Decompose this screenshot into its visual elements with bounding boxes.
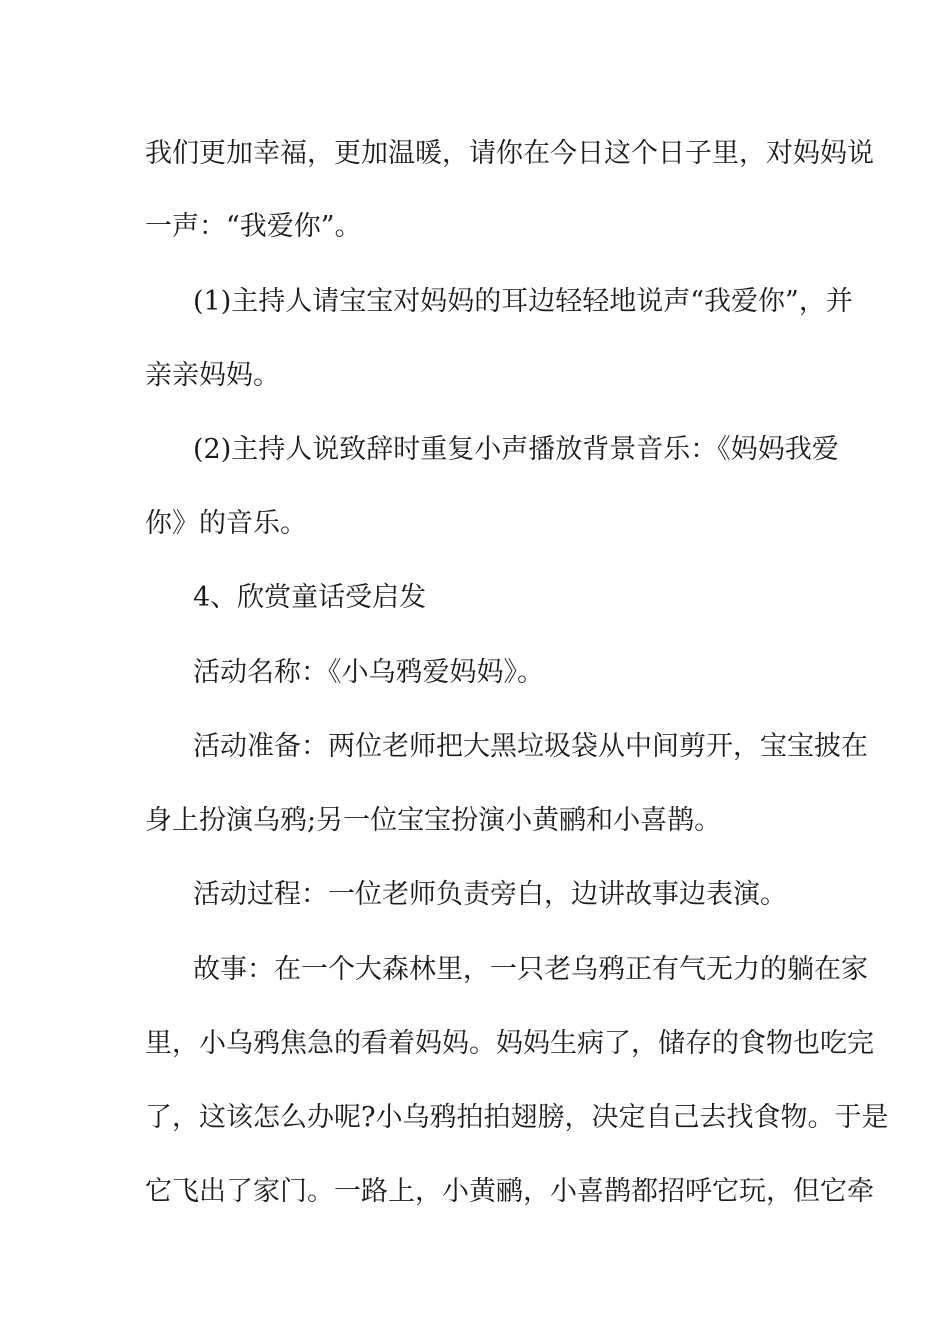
text-line-8: 活动名称：《小乌鸦爱妈妈》。	[193, 657, 544, 688]
text-line-11: 活动过程：一位老师负责旁白，边讲故事边表演。	[193, 879, 787, 910]
text-line-15: 它飞出了家门。一路上，小黄鹂，小喜鹊都招呼它玩，但它牵	[145, 1176, 874, 1207]
section-heading: 4、欣赏童话受启发	[193, 582, 427, 613]
text-line-1: 我们更加幸福，更加温暖，请你在今日这个日子里，对妈妈说	[145, 138, 874, 169]
text-line-2: 一声：“我爱你”。	[145, 211, 362, 242]
text-line-5: (2)主持人说致辞时重复小声播放背景音乐：《妈妈我爱	[193, 434, 839, 465]
text-line-12: 故事：在一个大森林里，一只老乌鸦正有气无力的躺在家	[193, 954, 868, 985]
text-line-4: 亲亲妈妈。	[145, 360, 280, 391]
text-line-10: 身上扮演乌鸦;另一位宝宝扮演小黄鹂和小喜鹊。	[145, 805, 722, 836]
text-line-6: 你》的音乐。	[145, 508, 307, 539]
text-line-14: 了，这该怎么办呢?小乌鸦拍拍翅膀，决定自己去找食物。于是	[145, 1102, 889, 1133]
text-line-13: 里，小乌鸦焦急的看着妈妈。妈妈生病了，储存的食物也吃完	[145, 1028, 874, 1059]
text-line-3: (1)主持人请宝宝对妈妈的耳边轻轻地说声“我爱你”，并	[193, 286, 853, 317]
text-line-9: 活动准备：两位老师把大黑垃圾袋从中间剪开，宝宝披在	[193, 731, 868, 762]
